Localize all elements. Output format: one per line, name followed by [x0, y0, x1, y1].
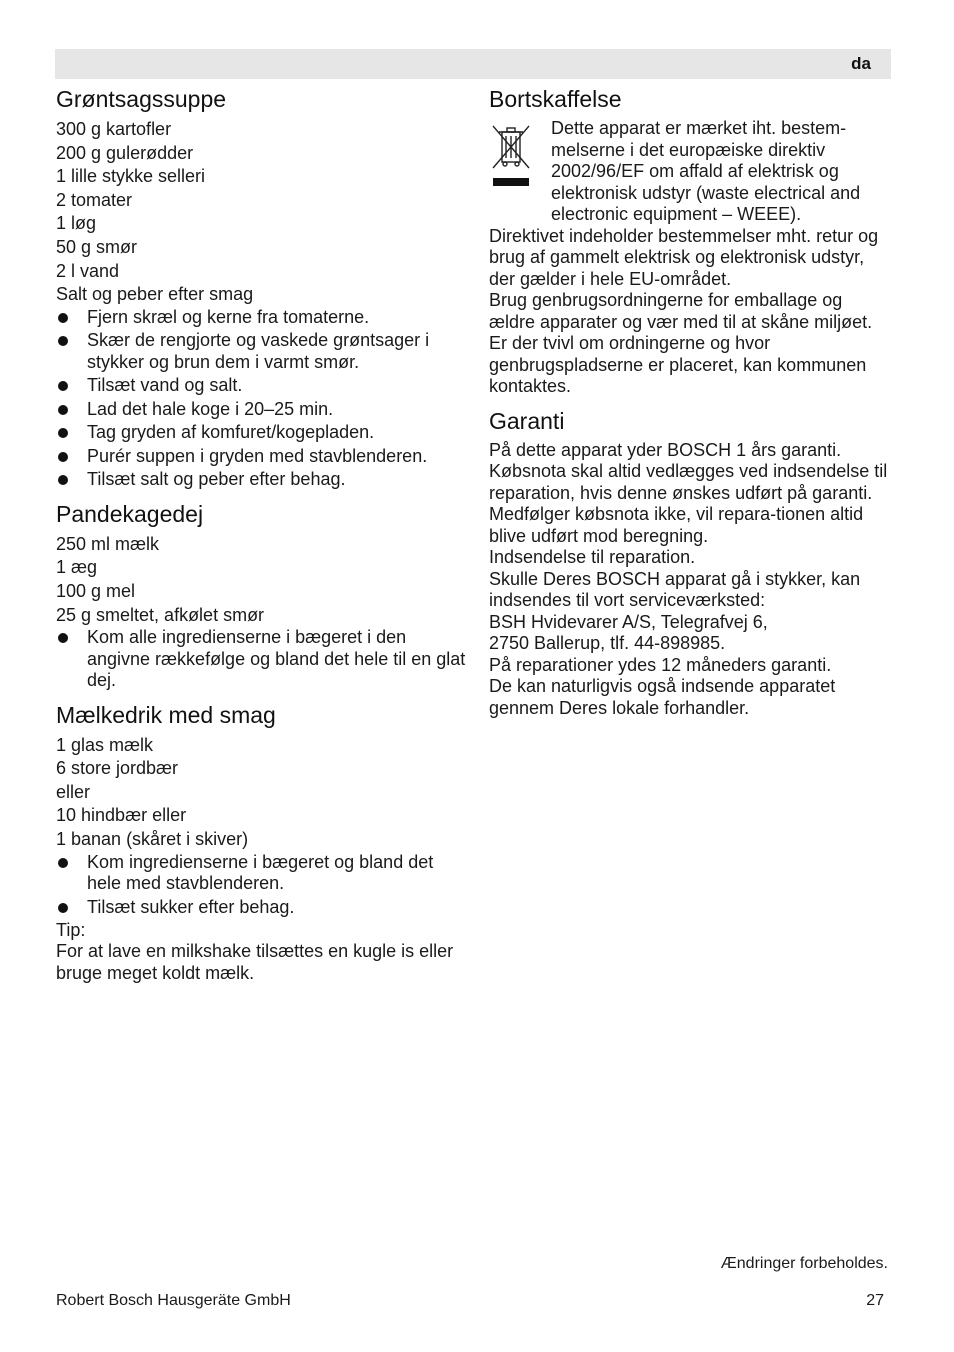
ingredient: 6 store jordbær [56, 758, 179, 779]
section-title: Bortskaffelse [489, 86, 622, 112]
footer-note: Ændringer forbeholdes. [720, 1255, 888, 1272]
step-item: Skær de rengjorte og vaskede grøntsager i stykker og brun dem i varmt smør. [56, 330, 466, 373]
ingredient: 200 g gulerødder [56, 142, 194, 163]
service-address-line: BSH Hvidevarer A/S, Telegrafvej 6, [489, 611, 768, 632]
step-item: Tag gryden af komfuret/kogepladen. [56, 422, 466, 444]
weee-notice [489, 118, 891, 226]
ingredient: Salt og peber efter smag [56, 284, 254, 305]
tip-label: Tip: [56, 920, 86, 941]
ingredient: 2 tomater [56, 189, 133, 210]
paragraph: På dette apparat yder BOSCH 1 års garanti. Købsnota skal altid vedlægges ved indsendelse til reparation, hvis denne ønskes udført på garanti. Medfølger købsnota ikke, vil repara-tionen altid blive udført mod beregning. [489, 439, 888, 546]
ingredient: 1 æg [56, 557, 98, 578]
ingredient: 1 glas mælk [56, 734, 154, 755]
step-list [56, 852, 466, 919]
section-milk-drink [56, 700, 466, 984]
ingredient: 25 g smeltet, afkølet smør [56, 604, 265, 625]
ingredient: eller [56, 781, 91, 802]
section-disposal [489, 84, 891, 398]
right-column [489, 84, 891, 727]
header-bar [55, 49, 891, 79]
step-item: Lad det hale koge i 20–25 min. [56, 399, 466, 421]
ingredient-list [56, 118, 466, 307]
step-list [56, 307, 466, 491]
step-item: Fjern skræl og kerne fra tomaterne. [56, 307, 466, 329]
step-item: Tilsæt salt og peber efter behag. [56, 469, 466, 491]
ingredient-list [56, 734, 466, 852]
ingredient: 2 l vand [56, 260, 120, 281]
section-title: Garanti [489, 407, 565, 434]
paragraph: På reparationer ydes 12 måneders garanti. [489, 654, 832, 675]
step-item: Kom ingredienserne i bægeret og bland det hele med stavblenderen. [56, 852, 466, 895]
ingredient: 250 ml mælk [56, 533, 160, 554]
paragraph: Indsendelse til reparation. [489, 547, 696, 567]
paragraph: De kan naturligvis også indsende apparatet gennem Deres lokale forhandler. [489, 676, 836, 718]
service-address-line: 2750 Ballerup, tlf. 44-898985. [489, 633, 726, 653]
step-item: Tilsæt sukker efter behag. [56, 897, 466, 919]
ingredient: 100 g mel [56, 580, 136, 601]
section-title: Pandekagedej [56, 500, 204, 527]
ingredient: 10 hindbær eller [56, 805, 187, 826]
ingredient: 1 løg [56, 213, 97, 234]
step-item: Kom alle ingredienserne i bægeret i den angivne rækkefølge og bland det hele til en glat dej. [56, 627, 466, 692]
page-number: 27 [866, 1292, 884, 1309]
section-title: Grøntsagssuppe [56, 86, 227, 112]
weee-crossed-bin-icon [489, 118, 533, 197]
paragraph: Brug genbrugsordningerne for emballage og ældre apparater og vær med til at skåne miljøet. Er der tvivl om ordningerne og hvor genbrugspladserne er placeret, kan kommunen kontaktes. [489, 290, 873, 396]
left-column [56, 84, 466, 992]
ingredient: 50 g smør [56, 236, 138, 257]
paragraph: Skulle Deres BOSCH apparat gå i stykker, kan indsendes til vort serviceværksted: [489, 568, 861, 610]
ingredient: 300 g kartofler [56, 119, 172, 139]
weee-text: Dette apparat er mærket iht. bestem-melserne i det europæiske direktiv 2002/96/EF om affald af elektrisk og elektronisk udstyr (waste electrical and electronic equipment – WEEE). [551, 118, 861, 224]
footer-company: Robert Bosch Hausgeräte GmbH [56, 1292, 291, 1309]
tip-text: For at lave en milkshake tilsættes en kugle is eller bruge meget koldt mælk. [56, 941, 454, 983]
step-item: Purér suppen i gryden med stavblenderen. [56, 446, 466, 468]
step-list [56, 627, 466, 692]
section-pancake-batter [56, 499, 466, 692]
paragraph: Direktivet indeholder bestemmelser mht. retur og brug af gammelt elektrisk og elektronisk udstyr, der gælder i hele EU-området. [489, 225, 879, 289]
ingredient: 1 lille stykke selleri [56, 166, 206, 187]
language-code: da [851, 54, 871, 73]
step-item: Tilsæt vand og salt. [56, 375, 466, 397]
section-vegetable-soup [56, 84, 466, 491]
ingredient: 1 banan (skåret i skiver) [56, 829, 249, 849]
ingredient-list [56, 533, 466, 627]
section-warranty [489, 406, 891, 720]
section-title: Mælkedrik med smag [56, 701, 276, 728]
